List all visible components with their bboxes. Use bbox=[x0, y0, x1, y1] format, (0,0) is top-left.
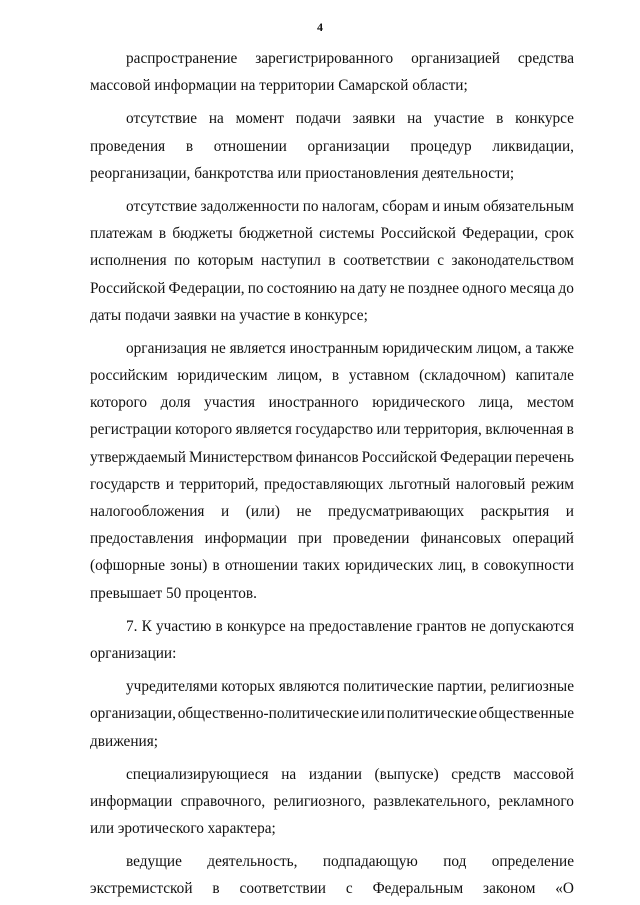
document-body bbox=[90, 45, 574, 903]
text-line: учредителями которых являются политические партии, религиозные bbox=[126, 678, 574, 696]
text-line: организация не является иностранным юридическим лицом, а также bbox=[126, 339, 574, 357]
text-line: российским юридическим лицом, в уставном (складочном) капитале bbox=[90, 367, 574, 385]
paragraph bbox=[90, 45, 574, 99]
text-line: специализирующиеся на издании (выпуске) средств массовой bbox=[126, 765, 574, 783]
text-line: ведущие деятельность, подпадающую под определение bbox=[126, 853, 574, 871]
text-line: предоставления информации при проведении финансовых операций bbox=[90, 530, 574, 548]
text-line: отсутствие на момент подачи заявки на участие в конкурсе bbox=[126, 110, 574, 128]
text-line: государств и территорий, предоставляющих льготный налоговый режим bbox=[90, 475, 574, 493]
text-line: регистрации которого является государство или территория, включенная в bbox=[90, 421, 574, 439]
text-line: или эротического характера; bbox=[90, 820, 276, 838]
text-line: отсутствие задолженности по налогам, сборам и иным обязательным bbox=[126, 197, 574, 215]
paragraph bbox=[90, 105, 574, 187]
text-line: проведения в отношении организации процедур ликвидации, bbox=[90, 137, 574, 155]
text-line: экстремистской в соответствии с Федеральным законом «О bbox=[90, 880, 574, 898]
text-line: Российской Федерации, по состоянию на дату не позднее одного месяца до bbox=[90, 279, 574, 297]
text-line: платежам в бюджеты бюджетной системы Российской Федерации, срок bbox=[90, 225, 574, 243]
text-line: утверждаемый Министерством финансов Российской Федерации перечень bbox=[90, 448, 574, 466]
text-line: массовой информации на территории Самарской области; bbox=[90, 77, 468, 95]
paragraph bbox=[90, 848, 574, 902]
text-line: исполнения по которым наступил в соответствии с законодательством bbox=[90, 252, 574, 270]
paragraph bbox=[90, 761, 574, 843]
text-line: движения; bbox=[90, 732, 159, 750]
text-line: распространение зарегистрированного организацией средства bbox=[126, 50, 574, 67]
paragraph bbox=[90, 193, 574, 329]
text-line: (офшорные зоны) в отношении таких юридических лиц, в совокупности bbox=[90, 557, 574, 575]
text-line: организации: bbox=[90, 644, 177, 662]
text-line: 7. К участию в конкурсе на предоставление грантов не допускаются bbox=[126, 617, 574, 635]
paragraph bbox=[90, 335, 574, 607]
paragraph bbox=[90, 613, 574, 667]
text-line: превышает 50 процентов. bbox=[90, 584, 257, 602]
text-line: реорганизации, банкротства или приостановления деятельности; bbox=[90, 164, 515, 182]
page-number: 4 bbox=[317, 20, 323, 34]
text-line: налогообложения и (или) не предусматривающих раскрытия и bbox=[90, 503, 574, 520]
text-line: информации справочного, религиозного, развлекательного, рекламного bbox=[90, 792, 574, 810]
text-line: организации, общественно-политические или политические общественные bbox=[90, 705, 574, 723]
text-line: которого доля участия иностранного юридического лица, местом bbox=[90, 394, 574, 412]
paragraph bbox=[90, 673, 574, 755]
text-line: даты подачи заявки на участие в конкурсе; bbox=[90, 306, 368, 324]
